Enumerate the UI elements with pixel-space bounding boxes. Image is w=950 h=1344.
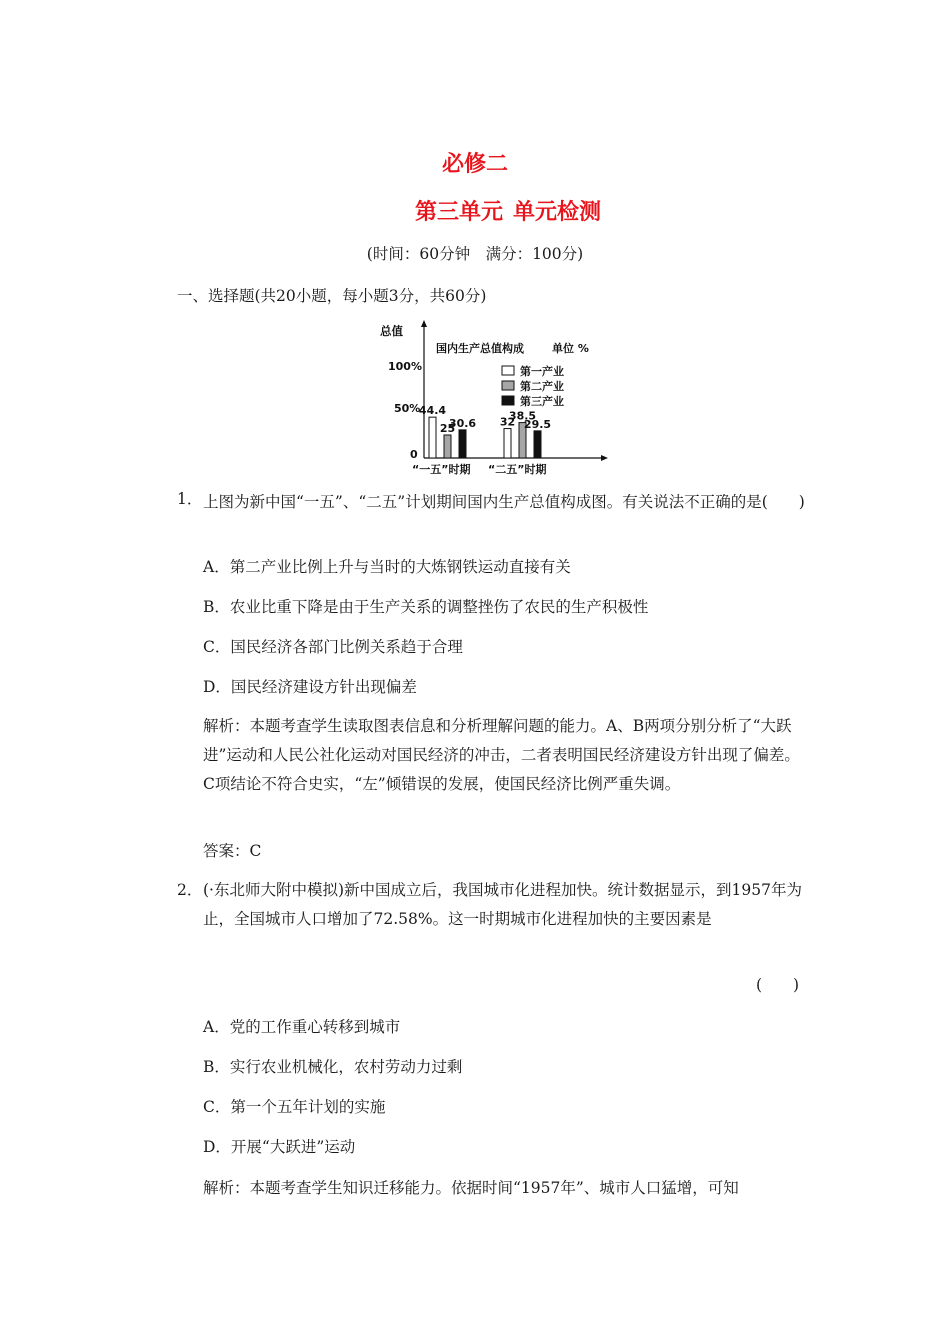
bar-2-3 bbox=[534, 431, 541, 458]
chart-legend bbox=[502, 364, 564, 408]
chart-ylabel: 总值 bbox=[380, 324, 403, 338]
bar-value-label-2-2: 38.5 bbox=[508, 409, 537, 423]
exam-meta: (时间：60分钟 满分：100分) bbox=[366, 245, 584, 263]
bar-value-label-2-3: 29.5 bbox=[523, 417, 552, 431]
q1-option-b: B．农业比重下降是由于生产关系的调整挫伤了农民的生产积极性 bbox=[203, 598, 649, 616]
q2-answer-bracket: ( ) bbox=[756, 976, 800, 994]
chart-bars bbox=[419, 404, 551, 458]
bar-1-2 bbox=[444, 435, 451, 458]
q1-option-c: C．国民经济各部门比例关系趋于合理 bbox=[203, 638, 463, 656]
q2-option-c: C．第一个五年计划的实施 bbox=[203, 1098, 386, 1116]
legend-label-1: 第一产业 bbox=[520, 365, 564, 378]
bar-value-label-1-2: 25 bbox=[439, 422, 456, 435]
y-axis-arrow bbox=[421, 320, 427, 327]
chart-title: 国内生产总值构成 bbox=[436, 342, 524, 355]
q1-option-d: D．国民经济建设方针出现偏差 bbox=[203, 678, 417, 696]
q1-number: 1． bbox=[177, 490, 203, 508]
q2-stem: (·东北师大附中模拟)新中国成立后，我国城市化进程加快。统计数据显示，到1957年为止，全国城市人口增加了72.58%。这一时期城市化进程加快的主要因素是 bbox=[203, 881, 802, 928]
bar-1-1 bbox=[429, 417, 436, 458]
legend-swatch-1 bbox=[502, 366, 514, 375]
bar-2-1 bbox=[504, 429, 511, 458]
bar-value-label-2-1: 32 bbox=[499, 415, 516, 429]
legend-label-3: 第三产业 bbox=[520, 395, 564, 408]
chart-unit: 单位 % bbox=[552, 342, 589, 355]
bar-value-label-1-3: 30.6 bbox=[448, 416, 477, 430]
legend-label-2: 第二产业 bbox=[520, 380, 564, 393]
q1-analysis: 解析：本题考查学生读取图表信息和分析理解问题的能力。A、B两项分别分析了“大跃进”运动和人民公社化运动对国民经济的冲击，二者表明国民经济建设方针出现了偏差。C项结论不符合史实，“左”倾错误的发展，使国民经济比例严重失调。 bbox=[203, 717, 800, 793]
bar-value-label-1-1: 44.4 bbox=[418, 404, 447, 418]
section-heading: 一、选择题(共20小题，每小题3分，共60分) bbox=[177, 287, 487, 305]
book-title: 必修二 bbox=[441, 152, 508, 177]
unit-label: 第三单元 bbox=[415, 200, 504, 225]
x-axis-arrow bbox=[601, 455, 608, 461]
legend-swatch-2 bbox=[502, 381, 514, 390]
x-label-2: “二五”时期 bbox=[488, 463, 547, 476]
y-tick-50: 50% bbox=[394, 402, 421, 415]
bar-1-3 bbox=[459, 430, 466, 458]
q1-answer: 答案：C bbox=[203, 842, 262, 860]
q2-number: 2． bbox=[177, 881, 203, 899]
y-tick-0: 0 bbox=[410, 448, 418, 461]
q2-option-a: A．党的工作重心转移到城市 bbox=[203, 1018, 401, 1036]
q1-option-a: A．第二产业比例上升与当时的大炼钢铁运动直接有关 bbox=[203, 558, 571, 576]
unit-subtitle: 单元检测 bbox=[513, 200, 602, 225]
x-label-1: “一五”时期 bbox=[412, 463, 471, 476]
q2-option-d: D．开展“大跃进”运动 bbox=[203, 1138, 356, 1156]
q2-option-b: B．实行农业机械化，农村劳动力过剩 bbox=[203, 1058, 463, 1076]
gdp-composition-chart bbox=[380, 318, 610, 480]
q1-stem: 上图为新中国“一五”、“二五”计划期间国内生产总值构成图。有关说法不正确的是( ) bbox=[203, 493, 805, 511]
q2-analysis: 解析：本题考查学生知识迁移能力。依据时间“1957年”、城市人口猛增，可知 bbox=[203, 1179, 739, 1197]
legend-swatch-3 bbox=[502, 396, 514, 405]
y-tick-100: 100% bbox=[388, 360, 422, 373]
